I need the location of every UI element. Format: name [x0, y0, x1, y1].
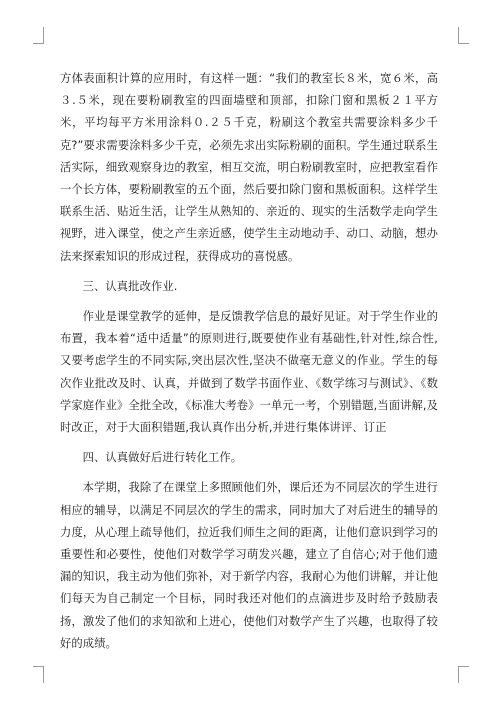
section-heading-homework: 三、认真批改作业.	[82, 279, 178, 293]
document-body	[60, 68, 438, 655]
crop-mark-top-right	[458, 27, 469, 44]
section-heading-struggling-students: 四、认真做好后进行转化工作。	[82, 451, 243, 465]
paragraph-homework: 作业是课堂教学的延伸，是反馈教学信息的最好见证。对于学生作业的布置，我本着“适中适量”的原则进行,既要使作业有基础性,针对性,综合性,又要考虑学生的不同实际,突出层次性,坚决不做毫无意义的作业。学生的每次作业批改及时、认真，并做到了数学书面作业、《数学练习与测试》、《数学家庭作业》全批全改，《标准大考卷》一单元一考，个别错题,当面讲解,及时改正，对于大面积错题,我认真作出分析,并进行集体讲评、订正	[60, 310, 438, 435]
paragraph-textbook-example: 方体表面积计算的应用时，有这样一题：“我们的教室长８米，宽６米，高３.５米，现在要粉刷教室的四面墙壁和顶部，扣除门窗和黑板２１平方米，平均每平方米用涂料０.２５千克，粉刷这个教室共需要涂料多少千克?”要求需要涂料多少千克，必须先求出实际粉刷的面积。学生通过联系生活实际，细致观察身边的教室，相互交流，明白粉刷教室时，应把教室看作一个长方体，要粉刷教室的五个面，然后要扣除门窗和黑板面积。这样学生联系生活、贴近生活，让学生从熟知的、亲近的、现实的生活数学走向学生视野，进入课堂，使之产生亲近感，使学生主动地动手、动口、动脑，想办法来探索知识的形成过程，获得成功的喜悦感。	[60, 72, 438, 263]
paragraph-struggling-students: 本学期，我除了在课堂上多照顾他们外，课后还为不同层次的学生进行相应的辅导，以满足不同层次的学生的需求，同时加大了对后进生的辅导的力度，从心理上疏导他们，拉近我们师生之间的距离，让他们意识到学习的重要性和必要性，使他们对数学学习萌发兴趣，建立了自信心;对于他们遗漏的知识，我主动为他们弥补，对于新学内容，我耐心为他们讲解，并让他们每天为自己制定一个目标，同时我还对他们的点滴进步及时给予鼓励表扬，激发了他们的求知欲和上进心，使他们对数学产生了兴趣，也取得了较好的成绩。	[60, 481, 438, 650]
crop-mark-bottom-left	[33, 666, 44, 683]
crop-mark-top-left	[33, 27, 44, 44]
crop-mark-bottom-right	[458, 666, 469, 683]
